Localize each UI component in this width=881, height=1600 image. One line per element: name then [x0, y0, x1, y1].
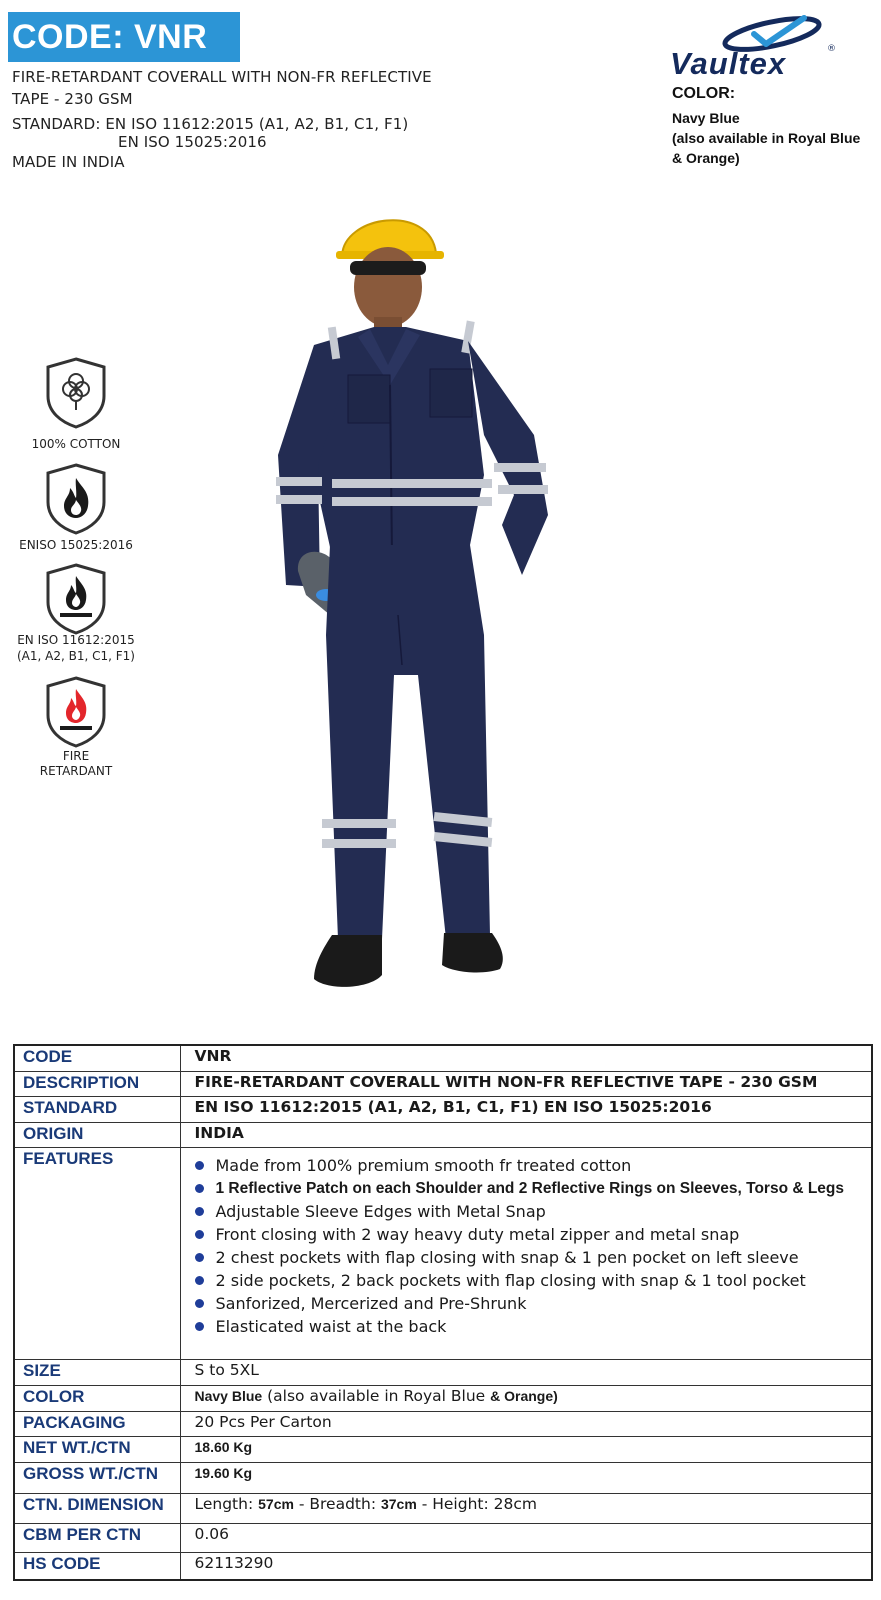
- flame-on-base-shield-icon: [44, 562, 108, 636]
- spec-value-origin: INDIA: [180, 1122, 872, 1147]
- spec-value-standard: EN ISO 11612:2015 (A1, A2, B1, C1, F1) EN ISO 15025:2016: [180, 1096, 872, 1122]
- cotton-shield-icon: [44, 356, 108, 430]
- feature-item: 2 chest pockets with flap closing with snap & 1 pen pocket on left sleeve: [195, 1246, 872, 1269]
- red-flame-shield-icon: [44, 675, 108, 749]
- feature-item: Sanforized, Mercerized and Pre-Shrunk: [195, 1292, 872, 1315]
- product-title-line2: TAPE - 230 GSM: [12, 90, 133, 108]
- color-value-orange: & Orange): [490, 1387, 558, 1404]
- table-row: [14, 1071, 872, 1096]
- spec-label-color: COLOR: [14, 1385, 180, 1411]
- spec-label-features: FEATURES: [14, 1147, 180, 1359]
- flame-shield-icon: [44, 462, 108, 536]
- spec-value-color: [180, 1385, 872, 1411]
- code-banner: CODE: VNR: [8, 12, 240, 62]
- spec-label-gross-weight: GROSS WT./CTN: [14, 1462, 180, 1493]
- feature-item: Made from 100% premium smooth fr treated cotton: [195, 1154, 872, 1177]
- height-text: - Height: 28cm: [416, 1494, 537, 1513]
- spec-value-size: S to 5XL: [180, 1359, 872, 1385]
- spec-value-hs-code: 62113290: [180, 1552, 872, 1580]
- table-row: [14, 1096, 872, 1122]
- spec-label-hs-code: HS CODE: [14, 1552, 180, 1580]
- vaultex-logo: [670, 14, 836, 80]
- color-alternates-line1: (also available in Royal Blue: [672, 130, 861, 146]
- features-list: [195, 1149, 872, 1338]
- registered-mark: ®: [827, 44, 836, 54]
- table-row: [14, 1411, 872, 1436]
- spec-value-features: [180, 1147, 872, 1359]
- color-primary: Navy Blue: [672, 110, 740, 126]
- spec-label-origin: ORIGIN: [14, 1122, 180, 1147]
- feature-item: Elasticated waist at the back: [195, 1315, 872, 1338]
- badge-label-cotton: 100% COTTON: [31, 437, 121, 451]
- table-row: [14, 1462, 872, 1493]
- spec-value-net-weight: [180, 1436, 872, 1462]
- feature-item: Front closing with 2 way heavy duty metal zipper and metal snap: [195, 1223, 872, 1246]
- badge-label-retardant: RETARDANT: [39, 764, 113, 778]
- table-row: [14, 1385, 872, 1411]
- spec-table: [13, 1044, 873, 1581]
- spec-label-net-weight: NET WT./CTN: [14, 1436, 180, 1462]
- spec-label-cbm: CBM PER CTN: [14, 1523, 180, 1552]
- table-row: [14, 1493, 872, 1523]
- standard-line2: EN ISO 15025:2016: [118, 133, 267, 151]
- spec-value-ctn-dimension: [180, 1493, 872, 1523]
- spec-value-gross-weight: [180, 1462, 872, 1493]
- color-heading: COLOR:: [672, 85, 736, 102]
- table-row: [14, 1552, 872, 1580]
- spec-label-size: SIZE: [14, 1359, 180, 1385]
- made-in-label: MADE IN INDIA: [12, 153, 125, 171]
- coverall-product-image: [270, 195, 570, 1025]
- table-row: [14, 1523, 872, 1552]
- badge-label-en15025: ENISO 15025:2016: [19, 538, 133, 552]
- length-value: 57cm: [258, 1495, 294, 1512]
- breadth-label: - Breadth:: [293, 1494, 381, 1513]
- length-label: Length:: [194, 1494, 259, 1513]
- spec-label-ctn-dimension: CTN. DIMENSION: [14, 1493, 180, 1523]
- badge-label-en11612: EN ISO 11612:2015: [17, 633, 135, 647]
- table-row: [14, 1122, 872, 1147]
- spec-label-packaging: PACKAGING: [14, 1411, 180, 1436]
- standard-line1: STANDARD: EN ISO 11612:2015 (A1, A2, B1, C1, F1): [12, 115, 409, 133]
- spec-label-description: DESCRIPTION: [14, 1071, 180, 1096]
- color-alternates-line2: & Orange): [672, 150, 740, 166]
- net-weight-value: 18.60 Kg: [194, 1438, 253, 1455]
- color-value-alternates: (also available in Royal Blue: [262, 1386, 491, 1405]
- gross-weight-value: 19.60 Kg: [194, 1464, 253, 1481]
- spec-value-code: VNR: [180, 1045, 872, 1071]
- table-row: [14, 1359, 872, 1385]
- feature-item: Adjustable Sleeve Edges with Metal Snap: [195, 1200, 872, 1223]
- logo-wordmark: Vaultex: [670, 46, 787, 81]
- table-row: [14, 1436, 872, 1462]
- badge-label-en11612-classes: (A1, A2, B1, C1, F1): [17, 649, 135, 663]
- product-title-line1: FIRE-RETARDANT COVERALL WITH NON-FR REFLECTIVE: [12, 68, 432, 86]
- spec-value-description: FIRE-RETARDANT COVERALL WITH NON-FR REFLECTIVE TAPE - 230 GSM: [180, 1071, 872, 1096]
- table-row: [14, 1147, 872, 1359]
- spec-value-cbm: 0.06: [180, 1523, 872, 1552]
- spec-label-code: CODE: [14, 1045, 180, 1071]
- breadth-value: 37cm: [380, 1495, 417, 1512]
- badge-label-fire: FIRE: [62, 749, 90, 763]
- color-value-primary: Navy Blue: [194, 1387, 263, 1404]
- feature-item: 2 side pockets, 2 back pockets with flap closing with snap & 1 tool pocket: [195, 1269, 872, 1292]
- spec-label-standard: STANDARD: [14, 1096, 180, 1122]
- table-row: [14, 1045, 872, 1071]
- spec-value-packaging: 20 Pcs Per Carton: [180, 1411, 872, 1436]
- feature-item: 1 Reflective Patch on each Shoulder and 2 Reflective Rings on Sleeves, Torso & Legs: [195, 1177, 872, 1200]
